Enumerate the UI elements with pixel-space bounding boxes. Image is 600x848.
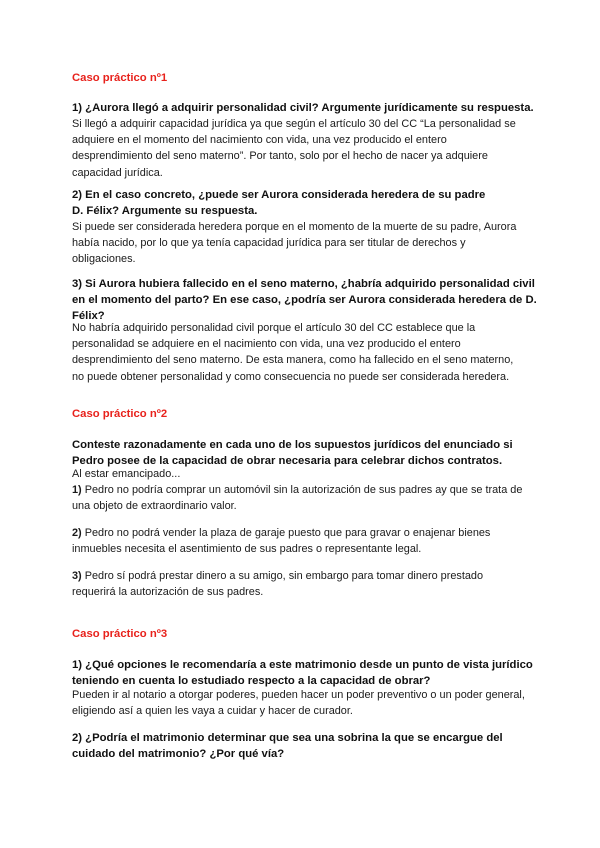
case-1-answer-3 [72, 320, 542, 385]
answer-line [72, 482, 542, 498]
answer-line: desprendimiento del seno materno. De esta manera, como ha fallecido en el seno materno, [72, 354, 514, 367]
answer-line: no puede obtener personalidad y como consecuencia no puede ser considerada heredera. [72, 370, 510, 383]
case-1-question-3 [72, 276, 542, 325]
answer-line [72, 525, 542, 541]
answer-line: obligaciones. [72, 253, 136, 266]
question-line: Pedro posee de la capacidad de obrar necesaria para celebrar dichos contratos. [72, 455, 503, 468]
answer-line: Pueden ir al notario a otorgar poderes, pueden hacer un poder preventivo o un poder general, [72, 689, 525, 701]
case-2-heading: Caso práctico nº2 [72, 408, 168, 420]
question-line: 2) ¿Podría el matrimonio determinar que sea una sobrina la que se encargue del [72, 732, 503, 744]
case-2-intro [72, 437, 542, 469]
question-line: teniendo en cuenta lo estudiado respecto a la capacidad de obrar? [72, 675, 431, 688]
case-3-question-1 [72, 657, 542, 689]
case-2-item-1 [72, 482, 542, 514]
item-text: Pedro no podrá vender la plaza de garaje puesto que para gravar o enajenar bienes [81, 527, 491, 539]
question-line: cuidado del matrimonio? ¿Por qué vía? [72, 748, 285, 761]
question-line: 2) En el caso concreto, ¿puede ser Aurora considerada heredera de su padre [72, 189, 486, 201]
case-2-item-2 [72, 525, 542, 557]
answer-line: desprendimiento del seno materno”. Por tanto, solo por el hecho de nacer ya adquiere [72, 150, 488, 163]
case-3-question-2 [72, 730, 542, 762]
answer-line [72, 568, 542, 584]
answer-line: eligiendo así a quien les vaya a cuidar y hacer de curador. [72, 705, 353, 718]
question-line: Conteste razonadamente en cada uno de los supuestos jurídicos del enunciado si [72, 439, 513, 451]
question-line: D. Félix? Argumente su respuesta. [72, 205, 258, 218]
case-3-heading: Caso práctico nº3 [72, 628, 168, 640]
case-2-lead: Al estar emancipado... [72, 468, 181, 480]
case-3-answer-1 [72, 687, 542, 719]
item-text: Pedro sí podrá prestar dinero a su amigo, sin embargo para tomar dinero prestado [81, 570, 484, 582]
item-number: 3) [72, 570, 82, 582]
item-number: 1) [72, 484, 82, 496]
item-text: Pedro no podría comprar un automóvil sin la autorización de sus padres ay que se trata de [81, 484, 523, 496]
case-1-heading: Caso práctico nº1 [72, 72, 168, 84]
answer-line: una objeto de extraordinario valor. [72, 500, 237, 513]
answer-line: inmuebles necesita el asentimiento de sus padres o representante legal. [72, 543, 422, 556]
answer-line: No habría adquirido personalidad civil porque el artículo 30 del CC establece que la [72, 322, 476, 334]
answer-line: había nacido, por lo que ya tenía capacidad jurídica para ser titular de derechos y [72, 237, 466, 250]
question-line: Félix? [72, 310, 105, 323]
question-line: 1) ¿Qué opciones le recomendaría a este matrimonio desde un punto de vista jurídico [72, 659, 533, 671]
answer-line: personalidad se adquiere en el nacimiento con vida, una vez producido el entero [72, 338, 461, 351]
question-line: 3) Si Aurora hubiera fallecido en el seno materno, ¿habría adquirido personalidad civil [72, 278, 535, 290]
case-2-item-3 [72, 568, 542, 600]
case-1-question-2 [72, 187, 542, 219]
answer-line: Si puede ser considerada heredera porque en el momento de la muerte de su padre, Aurora [72, 221, 517, 233]
answer-line: adquiere en el momento del nacimiento con vida, una vez producido el entero [72, 134, 447, 147]
case-1-answer-1 [72, 116, 542, 181]
case-1-answer-2 [72, 219, 542, 268]
question-line: 1) ¿Aurora llegó a adquirir personalidad civil? Argumente jurídicamente su respuesta. [72, 102, 534, 114]
item-number: 2) [72, 527, 82, 539]
answer-line: Si llegó a adquirir capacidad jurídica ya que según el artículo 30 del CC “La personalidad se [72, 118, 516, 130]
question-line: en el momento del parto? En ese caso, ¿podría ser Aurora considerada heredera de D. [72, 294, 537, 307]
answer-line: capacidad jurídica. [72, 166, 163, 179]
case-1-question-1 [72, 100, 542, 116]
answer-line: requerirá la autorización de sus padres. [72, 586, 264, 599]
